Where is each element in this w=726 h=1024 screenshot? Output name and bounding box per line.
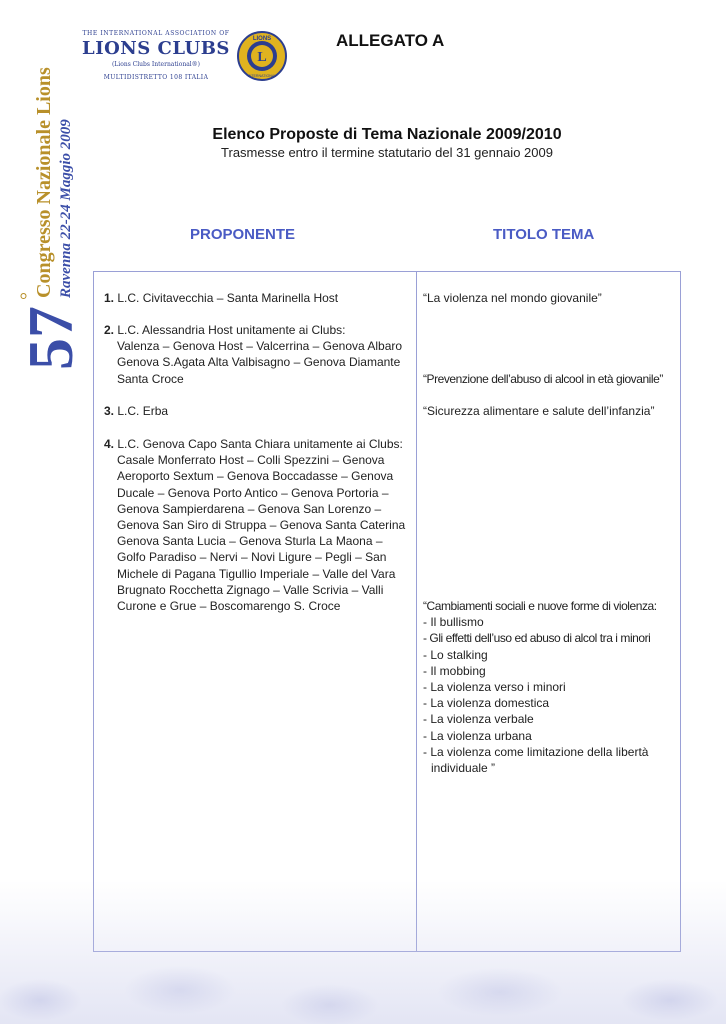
proposer-line: Michele di Pagana Tigullio Imperiale – Valle del Vara	[117, 566, 396, 581]
document-title: Elenco Proposte di Tema Nazionale 2009/2010	[212, 126, 562, 143]
theme-subitem: - Lo stalking	[423, 647, 488, 662]
item-number: 2.	[104, 323, 115, 337]
proposer-item	[104, 290, 414, 306]
lions-emblem-icon	[236, 30, 288, 82]
proposer-line: Santa Croce	[117, 371, 184, 386]
proposer-line: Curone e Grue – Boscomarengo S. Croce	[117, 599, 341, 614]
item-number: 1.	[104, 291, 115, 305]
theme-title: “La violenza nel mondo giovanile”	[423, 291, 602, 305]
logo-lions-clubs: LIONS CLUBS	[82, 38, 230, 59]
proposer-line: L.C. Genova Capo Santa Chiara unitamente ai Clubs:	[117, 437, 403, 451]
proposer-line: Valenza – Genova Host – Valcerrina – Genova Albaro	[117, 339, 403, 354]
proposer-line: Brugnato Rocchetta Zignago – Valle Scrivia – Valli	[117, 582, 384, 597]
theme-subitem: - La violenza urbana	[423, 728, 532, 743]
item-number: 3.	[104, 404, 115, 418]
theme-subitem: - La violenza domestica	[423, 696, 550, 711]
proposer-line: Genova San Siro di Struppa – Genova Santa Caterina	[117, 518, 406, 533]
theme-title-multi	[423, 598, 681, 776]
decorative-footer-pattern	[0, 880, 726, 1024]
theme-title: “Sicurezza alimentare e salute dell’infanzia”	[423, 404, 655, 418]
theme-subitem: - La violenza verbale	[423, 712, 534, 727]
proposer-item	[104, 322, 414, 387]
proposer-line: L.C. Civitavecchia – Santa Marinella Host	[117, 291, 339, 305]
proposer-item	[104, 403, 414, 419]
banner-degree: °	[17, 292, 39, 300]
proposer-line: Genova Santa Lucia – Genova Sturla La Maona –	[117, 534, 383, 549]
theme-subitem: - Gli effetti dell’uso ed abuso di alcol tra i minori	[423, 631, 651, 646]
logo-association-line: THE INTERNATIONAL ASSOCIATION OF	[82, 30, 230, 37]
theme-heading: “Cambiamenti sociali e nuove forme di violenza:	[423, 599, 657, 613]
logo-multidistretto: MULTIDISTRETTO 108 ITALIA	[103, 74, 209, 81]
theme-title: “Prevenzione dell’abuso di alcool in età giovanile”	[423, 372, 663, 386]
lions-clubs-logo	[76, 30, 236, 81]
theme-subitem: - La violenza come limitazione della libertà	[423, 744, 649, 759]
document-subtitle: Trasmesse entro il termine statutario del 31 gennaio 2009	[221, 145, 553, 160]
banner-number: 57	[15, 306, 86, 370]
proposer-item	[104, 436, 414, 614]
banner-congress-title: Congresso Nazionale Lions	[33, 67, 55, 298]
column-header-proponente: PROPONENTE	[190, 226, 296, 243]
theme-subitem: - La violenza verso i minori	[423, 680, 566, 695]
proposer-line: Casale Monferrato Host – Colli Spezzini – Genova	[117, 453, 385, 468]
item-number: 4.	[104, 437, 115, 451]
proposer-line: L.C. Erba	[117, 404, 169, 418]
emblem-bottom-text: INTERNATIONAL	[247, 74, 277, 78]
document-title-block	[0, 126, 726, 160]
proposer-line: Genova Sampierdarena – Genova San Lorenzo –	[117, 501, 382, 516]
banner-location-date: Ravenna 22-24 Maggio 2009	[58, 119, 74, 298]
column-divider	[416, 272, 417, 951]
theme-subitem: - Il mobbing	[423, 663, 486, 678]
proposer-line: Ducale – Genova Porto Antico – Genova Portoria –	[117, 485, 389, 500]
attachment-label: ALLEGATO A	[336, 31, 445, 50]
emblem-top-text: LIONS	[252, 36, 272, 42]
congress-banner	[10, 20, 86, 380]
theme-subitem: individuale ”	[431, 761, 496, 776]
proposer-line: Aeroporto Sextum – Genova Boccadasse – Genova	[117, 469, 394, 484]
emblem-letter: L	[257, 50, 267, 65]
theme-subitem: - Il bullismo	[423, 615, 484, 630]
logo-international-line: (Lions Clubs International®)	[111, 61, 201, 68]
proposer-line: Golfo Paradiso – Nervi – Novi Ligure – Pegli – San	[117, 550, 387, 565]
proposer-line: L.C. Alessandria Host unitamente ai Clubs:	[117, 323, 346, 337]
proposer-line: Genova S.Agata Alta Valbisagno – Genova Diamante	[117, 355, 401, 370]
column-header-titolo-tema: TITOLO TEMA	[493, 226, 595, 243]
